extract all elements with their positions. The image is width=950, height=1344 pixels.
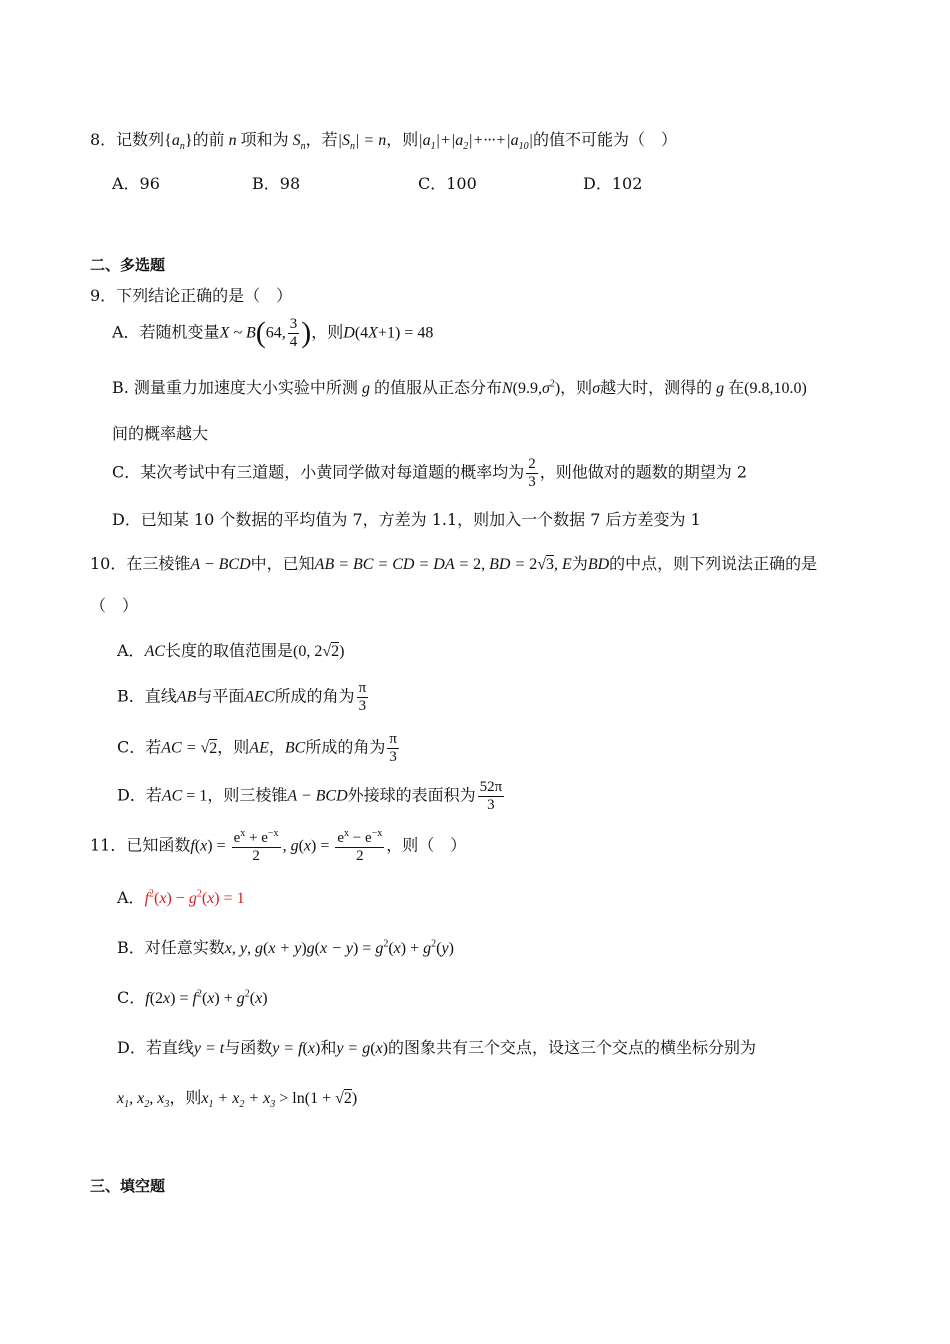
q9-option-b-cont: 间的概率越大 bbox=[112, 424, 209, 443]
q11-option-c: C．$f(2x) = f^2(x) + g^2(x)$ bbox=[117, 988, 268, 1007]
q10-option-d: D．若AC = 1，则三棱锥A − BCD外接球的表面积为 $\frac{52\pi}{3}$ bbox=[117, 779, 503, 813]
q10-paren: （ ） bbox=[90, 596, 139, 615]
q8-option-b: B．98 bbox=[252, 174, 301, 193]
q11-option-d-cont: $x_1$, $x_2$, $x_3$，则$x_1 + x_2 + x_3 > \ln(1 + √2)$ bbox=[117, 1088, 358, 1111]
q9-option-b: B. 测量重力加速度大小实验中所测 g 的值服从正态分布$N(9.9,\sigma^2)$，则σ越大时，测得的 g 在(9.8,10.0) bbox=[112, 378, 807, 397]
q10-option-a: A．AC长度的取值范围是(0, 2√2) bbox=[117, 641, 345, 660]
q9-stem: 9．下列结论正确的是（ ） bbox=[90, 286, 293, 305]
q9-option-c: C．某次考试中有三道题，小黄同学做对每道题的概率均为 $\frac{2}{3}$ ，则他做对的题数的期望为 2 bbox=[112, 456, 748, 490]
q9-option-a: A．若随机变量X ~ B(64, $\frac{3}{4}$ )，则D(4X+1) = 48 bbox=[112, 316, 434, 350]
q8-stem: 8．记数列$\{a_n\}$的前 n 项和为 $S_n$，若$|S_n| = n$，则$|a_1|+|a_2|+\cdot\cdot\cdot+|a_{10}|$的值不可能为（ ） bbox=[90, 130, 678, 153]
q8-option-d: D．102 bbox=[583, 174, 643, 193]
q11-option-d: D．若直线y = t与函数y = f(x)和y = g(x)的图象共有三个交点，设这三个交点的横坐标分别为 bbox=[117, 1038, 757, 1057]
q10-option-c: C．若AC = √2，则AE，BC所成的角为 $\frac{\pi}{3}$ bbox=[117, 731, 397, 765]
section-multi-choice-heading: 二、多选题 bbox=[90, 256, 166, 274]
section-fill-blank-heading: 三、填空题 bbox=[90, 1177, 166, 1195]
q8-option-a: A．96 bbox=[112, 174, 160, 193]
q8-option-c: C．100 bbox=[418, 174, 477, 193]
q11-stem: 11．已知函数f(x) = $\frac{e^x + e^{-x}}{2}$ , g(x) = $\frac{e^x - e^{-x}}{2}$ ，则（ ） bbox=[90, 828, 467, 864]
q9-option-d: D．已知某 10 个数据的平均值为 7，方差为 1.1，则加入一个数据 7 后方差变为 1 bbox=[112, 510, 701, 529]
q10-stem: 10．在三棱锥A − BCD中，已知AB = BC = CD = DA = 2, BD = 2√3, E为BD的中点，则下列说法正确的是 bbox=[90, 554, 818, 573]
q11-option-a: A．$f^2(x) - g^2(x) = 1$ bbox=[117, 888, 245, 907]
q10-option-b: B．直线AB与平面AEC所成的角为 $\frac{\pi}{3}$ bbox=[117, 680, 367, 714]
q11-option-b: B．对任意实数x, y, $g(x + y)g(x - y) = g^2(x) + g^2(y)$ bbox=[117, 938, 454, 957]
